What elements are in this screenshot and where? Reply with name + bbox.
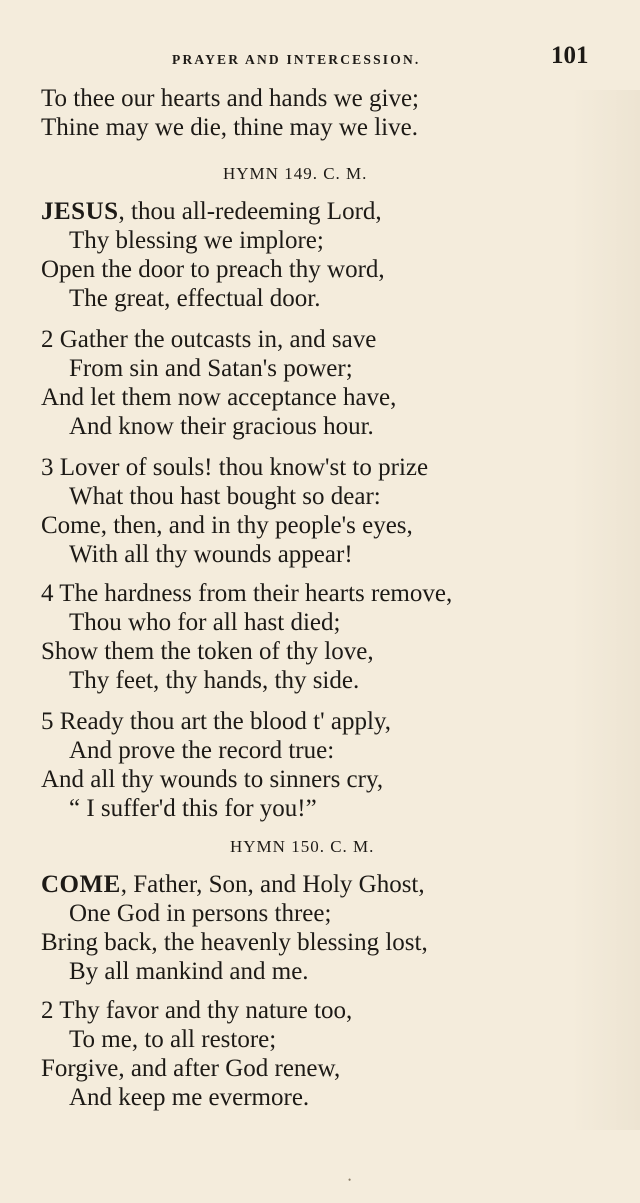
verse-line: 3 Lover of souls! thou know'st to prize bbox=[41, 454, 429, 481]
verse-line: 2 Thy favor and thy nature too, bbox=[41, 997, 353, 1024]
verse-line: Show them the token of thy love, bbox=[41, 638, 374, 665]
footer-ornament: • bbox=[348, 1175, 352, 1185]
verse-line: Come, then, and in thy people's eyes, bbox=[41, 512, 413, 539]
verse-line: Open the door to preach thy word, bbox=[41, 256, 385, 283]
page-number: 101 bbox=[551, 42, 589, 69]
verse-line: Forgive, and after God renew, bbox=[41, 1055, 341, 1082]
verse-line: Thy blessing we implore; bbox=[69, 227, 324, 254]
verse-line: What thou hast bought so dear: bbox=[69, 483, 381, 510]
show-through-shading bbox=[570, 90, 640, 1130]
opening-word: JESUS bbox=[41, 198, 119, 225]
verse-line: Thy feet, thy hands, thy side. bbox=[69, 667, 360, 694]
hymn-149-heading: HYMN 149. C. M. bbox=[223, 164, 368, 183]
verse-line bbox=[41, 199, 382, 224]
verse-line: “ I suffer'd this for you!” bbox=[69, 795, 317, 822]
verse-line: Thine may we die, thine may we live. bbox=[41, 114, 418, 141]
verse-line bbox=[41, 872, 425, 897]
verse-line: 5 Ready thou art the blood t' apply, bbox=[41, 708, 392, 735]
verse-line: One God in persons three; bbox=[69, 900, 332, 927]
opening-word: COME bbox=[41, 871, 121, 898]
verse-line: 4 The hardness from their hearts remove, bbox=[41, 580, 453, 607]
line-text: , Father, Son, and Holy Ghost, bbox=[120, 871, 425, 898]
verse-line: And let them now acceptance have, bbox=[41, 384, 397, 411]
verse-line: The great, effectual door. bbox=[69, 285, 321, 312]
verse-line: Thou who for all hast died; bbox=[69, 609, 341, 636]
verse-line: 2 Gather the outcasts in, and save bbox=[41, 326, 377, 353]
line-text: , thou all-redeeming Lord, bbox=[118, 198, 382, 225]
verse-line: From sin and Satan's power; bbox=[69, 355, 353, 382]
verse-line: To thee our hearts and hands we give; bbox=[41, 85, 419, 112]
running-head: PRAYER AND INTERCESSION. bbox=[172, 52, 421, 67]
verse-line: To me, to all restore; bbox=[69, 1026, 277, 1053]
verse-line: And know their gracious hour. bbox=[69, 413, 374, 440]
verse-line: By all mankind and me. bbox=[69, 958, 309, 985]
verse-line: Bring back, the heavenly blessing lost, bbox=[41, 929, 428, 956]
verse-line: And prove the record true: bbox=[69, 737, 335, 764]
verse-line: With all thy wounds appear! bbox=[69, 541, 353, 568]
hymn-150-heading: HYMN 150. C. M. bbox=[230, 837, 375, 856]
verse-line: And keep me evermore. bbox=[69, 1084, 310, 1111]
verse-line: And all thy wounds to sinners cry, bbox=[41, 766, 384, 793]
